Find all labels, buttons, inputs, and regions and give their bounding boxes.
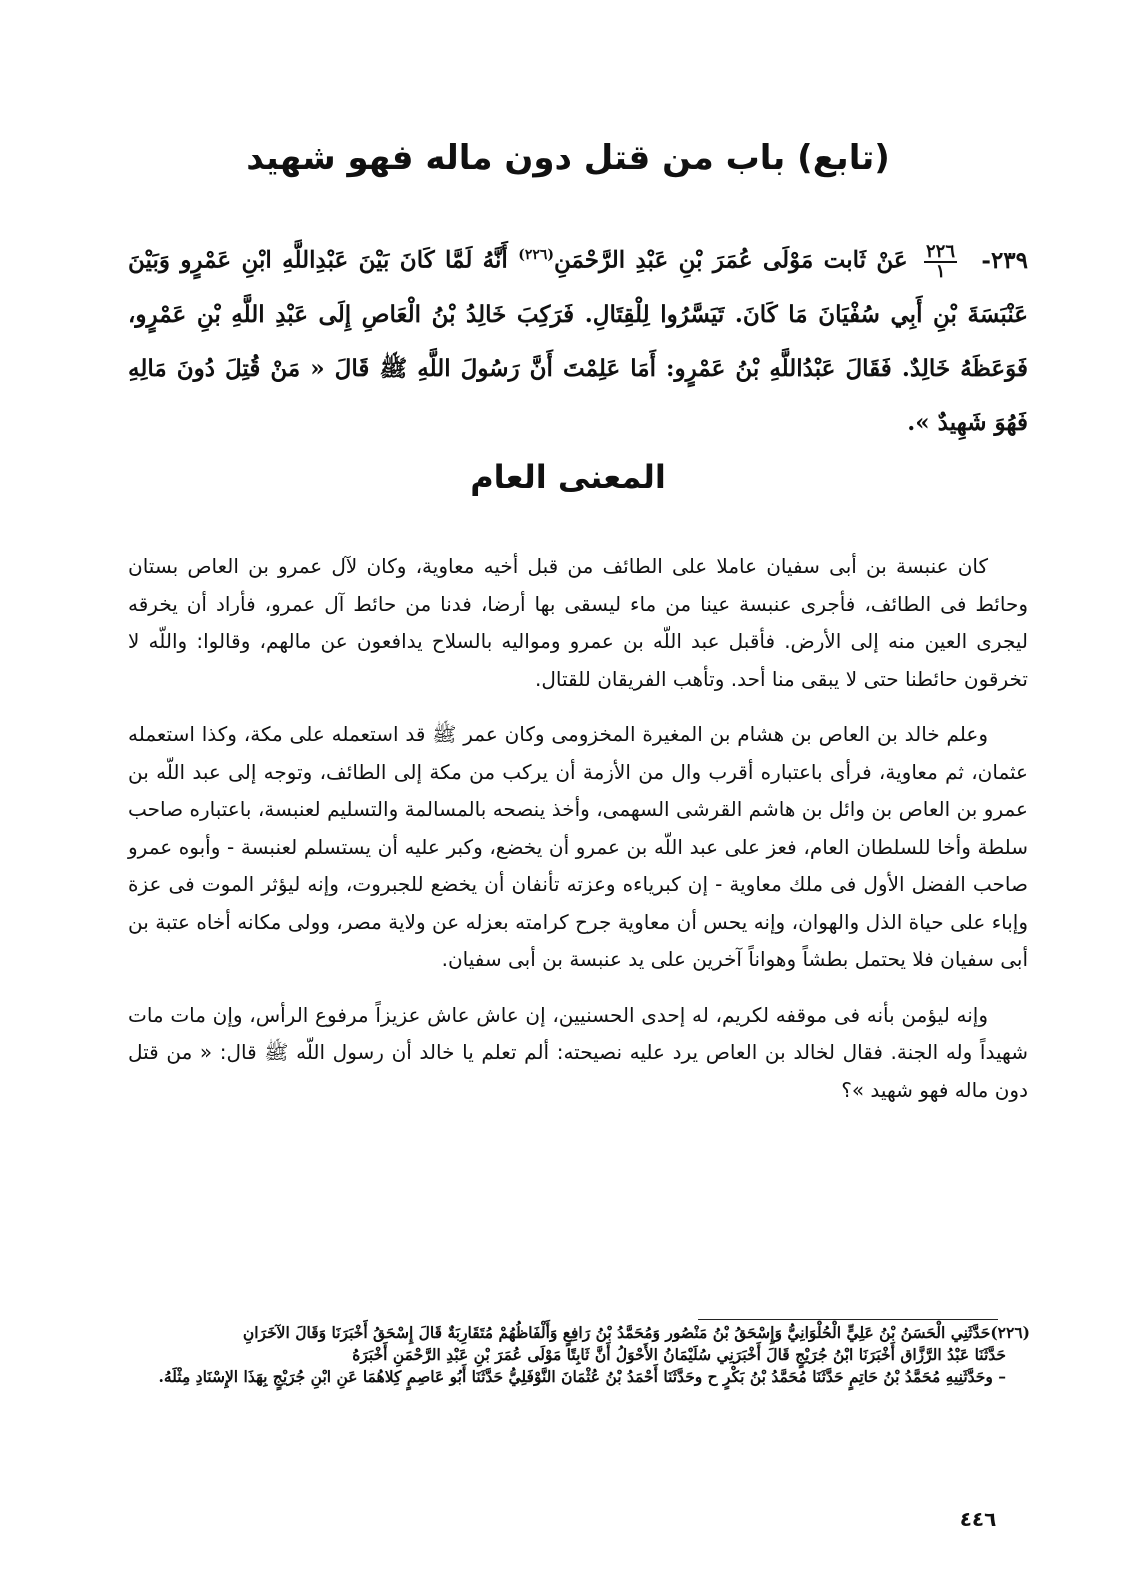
section-title: المعنى العام	[470, 458, 666, 496]
body-text	[128, 548, 1028, 1127]
footnote-line: (٢٢٦)حَدَّثَنِي الْحَسَنُ بْنُ عَلِيٍّ الْحُلْوَانِيُّ وَإِسْحَقُ بْنُ مَنْصُور وَمُحَمَّدُ بْنُ رَافِعٍ وَأَلْفَاظُهُمْ مُتَقَارِبَةٌ قَالَ إِسْحَقُ أَخْبَرَنَا وَقَالَ الآخَرَانِ	[242, 1323, 1030, 1342]
footnote-marker[interactable]: (٢٢٦)	[518, 247, 554, 263]
footnotes	[130, 1322, 1030, 1388]
footnote-line: حَدَّثَنَا عَبْدُ الرَّزَّاق أَخْبَرَنَا ابْنُ جُرَيْجٍ قَالَ أَخْبَرَنِي سُلَيْمَانُ الأَحْوَلُ أَنَّ ثَابِتًا مَوْلَى عُمَرَ بْنِ عَبْدِ الرَّحْمَنِ أَخْبَرَهُ	[352, 1345, 1006, 1364]
hadith-reference	[924, 240, 957, 282]
paragraph: وإنه ليؤمن بأنه فى موقفه لكريم، له إحدى الحسنيين، إن عاش عاش عزيزاً مرفوع الرأس، وإن مات مات شهيداً وله الجنة. فقال لخالد بن العاص يرد عليه نصيحته: ألم تعلم يا خالد أن رسول اللّه ﷺ قال: « من قتل دون ماله فهو شهيد »؟	[128, 1002, 1028, 1102]
paragraph: وعلم خالد بن العاص بن هشام بن المغيرة المخزومى وكان عمر ﷺ قد استعمله على مكة، وكذا استعمله عثمان، ثم معاوية، فرأى باعتباره أقرب وال من الأزمة أن يركب من مكة إلى الطائف، وتوجه إلى عبد اللّه بن عمرو بن العاص بن وائل بن هاشم القرشى السهمى، وأخذ ينصحه بالمسالمة والتسليم لعنبسة، باعتباره صاحب سلطة وأخا للسلطان العام، فعز على عبد اللّه بن عمرو أن يخضع، وكبر عليه أن يستسلم لعنبسة - وأبوه عمرو صاحب الفضل الأول فى ملك معاوية - إن كبرياءه وعزته تأنفان أن يخضع للجبروت، وإنه ليؤثر الموت فى عزة وإباء على حياة الذل والهوان، وإنه يحس أن معاوية جرح كرامته بعزله عن ولاية مصر، وولى مكانه أخاه عتبة بن أبى سفيان فلا يحتمل بطشاً وهواناً آخرين على يد عنبسة بن أبى سفيان.	[128, 722, 1028, 971]
hadith-text-body: أَنَّهُ لَمَّا كَانَ بَيْنَ عَبْدِاللَّهِ ابْنِ عَمْرٍو وَبَيْنَ عَنْبَسَةَ بْنِ أَبِي سُفْيَانَ مَا كَانَ. تَيَسَّرُوا لِلْقِتَالِ. فَرَكِبَ خَالِدُ بْنُ الْعَاصِ إِلَى عَبْدِ اللَّهِ بْنِ عَمْرٍو، فَوَعَظَهُ خَالِدٌ. فَقَالَ عَبْدُاللَّهِ بْنُ عَمْرٍو: أَمَا عَلِمْتَ أَنَّ رَسُولَ اللَّهِ ﷺ قَالَ « مَنْ قُتِلَ دُونَ مَالِهِ فَهُوَ شَهِيدٌ ».	[128, 246, 1028, 436]
footnote-line: – وحَدَّثَنِيهِ مُحَمَّدُ بْنُ حَاتِمٍ حَدَّثَنَا مُحَمَّدُ بْنُ بَكْرٍ ح وحَدَّثَنَا أَحْمَدُ بْنُ عُثْمَانَ النَّوْفَلِيُّ حَدَّثَنَا أَبُو عَاصِمٍ كِلاهُمَا عَنِ ابْنِ جُرَيْجٍ بِهَذَا الإِسْنَادِ مِثْلَهُ.	[158, 1367, 1006, 1386]
hadith-reference-bottom: ١	[935, 260, 946, 282]
hadith-text	[128, 228, 1028, 450]
chapter-title: (تابع) باب من قتل دون ماله فهو شهيد	[246, 138, 890, 178]
hadith-reference-top: ٢٢٦	[926, 240, 956, 262]
hadith-number: ٢٣٩-	[981, 246, 1029, 274]
footnote-divider	[698, 1319, 998, 1320]
paragraph: كان عنبسة بن أبى سفيان عاملا على الطائف من قبل أخيه معاوية، وكان لآل عمرو بن العاص بستان وحائط فى الطائف، فأجرى عنبسة عينا من ماء ليسقى بها أرضا، فدنا من حائط آل عمرو، فأراد أن يخرقه ليجرى العين منه إلى الأرض. فأقبل عبد اللّه بن عمرو ومواليه بالسلاح يدافعون عن مالهم، وقالوا: واللّه لا تخرقون حائطنا حتى لا يبقى منا أحد. وتأهب الفريقان للقتال.	[128, 554, 1028, 691]
hadith-text-opening: عَنْ ثَابت مَوْلَى عُمَرَ بْنِ عَبْدِ الرَّحْمَنِ	[554, 246, 908, 274]
page-number: ٤٤٦	[959, 1507, 997, 1531]
